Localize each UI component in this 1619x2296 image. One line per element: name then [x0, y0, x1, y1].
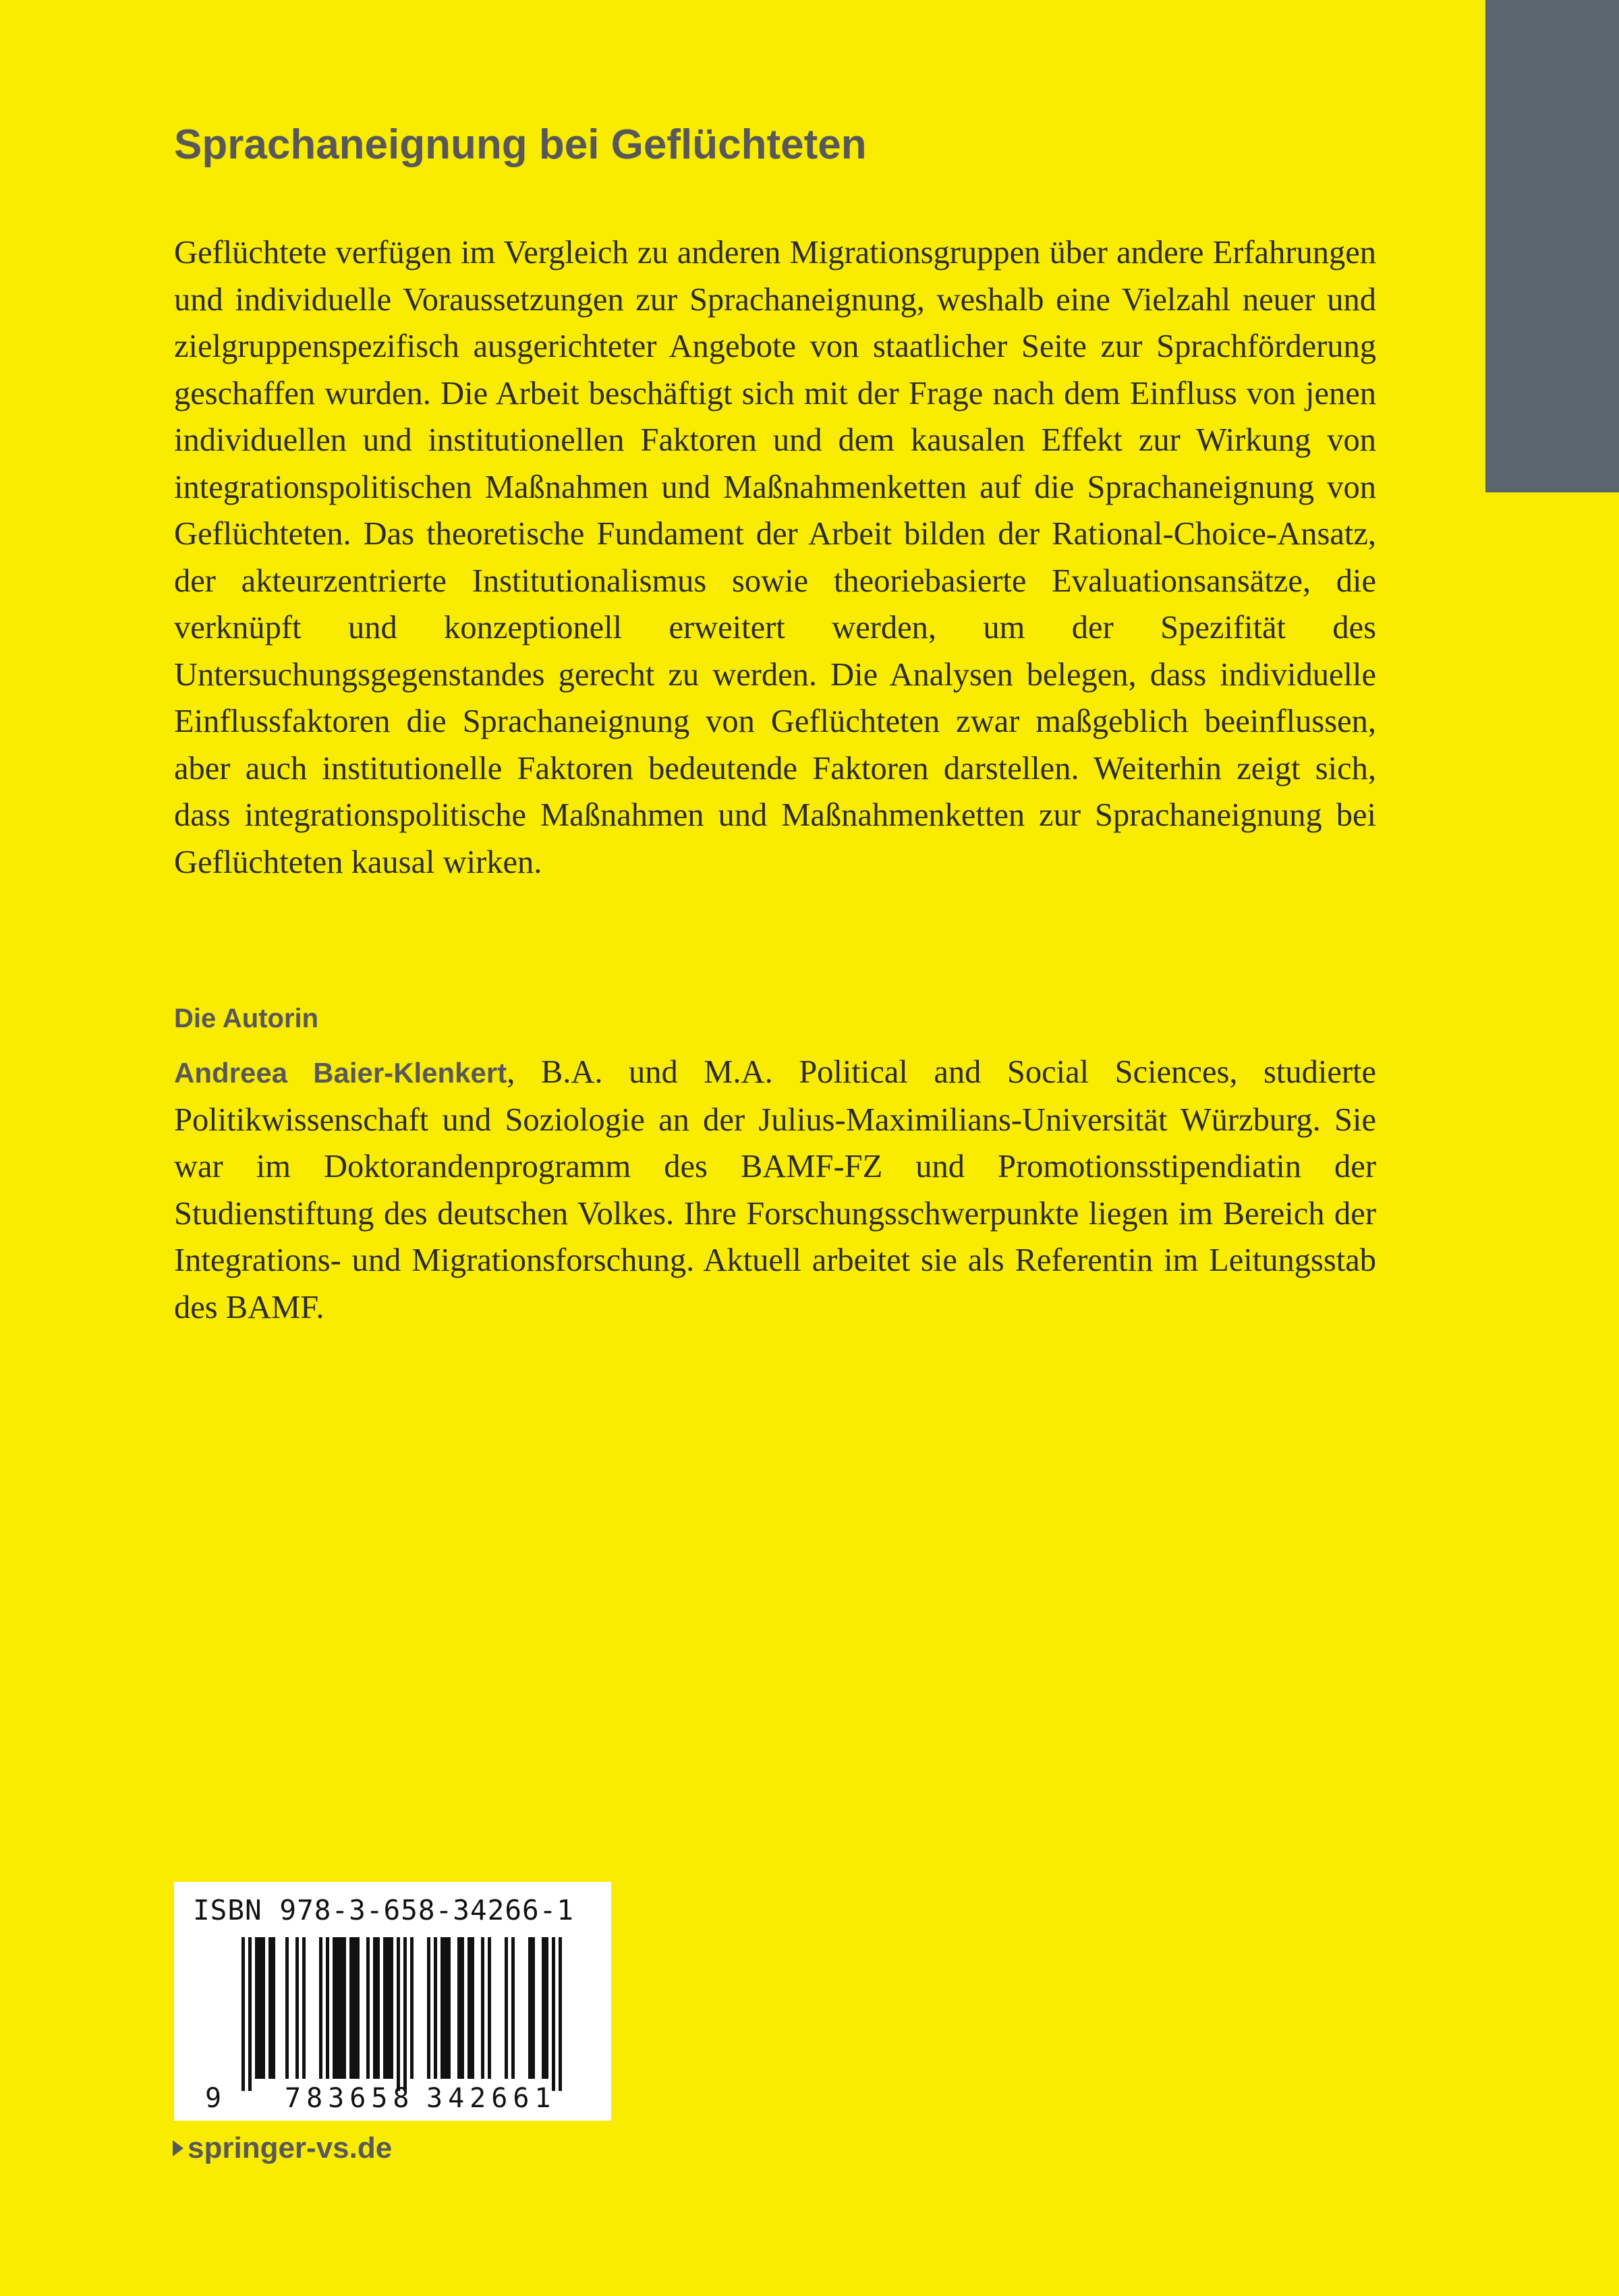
barcode-bar	[319, 1937, 322, 2079]
barcode-bar	[542, 1937, 545, 2079]
barcode-bar	[339, 1937, 343, 2079]
barcode-bar	[268, 1937, 272, 2079]
barcode-bar	[376, 1937, 380, 2079]
barcode-digits-right: 342661	[426, 2083, 557, 2114]
publisher-link[interactable]	[173, 2131, 392, 2165]
barcode-digit-lead: 9	[205, 2083, 222, 2114]
barcode-bar	[343, 1937, 346, 2079]
barcode-bar	[488, 1937, 491, 2079]
barcode-bar	[532, 1937, 535, 2079]
barcode-bar	[383, 1937, 387, 2079]
barcode-bar	[302, 1937, 306, 2079]
barcode-bar	[427, 1937, 430, 2079]
barcode-bar	[471, 1937, 474, 2079]
author-name: Andreea Baier-Klenkert	[174, 1057, 507, 1089]
isbn-label: ISBN 978-3-658-34266-1	[193, 1894, 575, 1926]
barcode-bar	[467, 1937, 471, 2079]
barcode-bar	[326, 1937, 329, 2079]
author-heading: Die Autorin	[174, 1004, 319, 1033]
barcode-bar	[285, 1937, 289, 2079]
barcode-bar	[295, 1937, 299, 2079]
barcode-bar	[447, 1937, 451, 2079]
barcode-bar	[366, 1937, 370, 2079]
barcode-bar	[403, 1937, 407, 2091]
barcode-bar	[511, 1937, 515, 2079]
barcode-digits-left: 783658	[285, 2083, 415, 2114]
barcode-bar	[410, 1937, 414, 2079]
arrow-right-icon	[173, 2140, 183, 2156]
barcode-bar	[461, 1937, 464, 2079]
barcode-bar	[353, 1937, 356, 2079]
barcode-bar	[434, 1937, 437, 2079]
barcode-bar	[481, 1937, 484, 2079]
barcode-bar	[390, 1937, 393, 2079]
barcode-bar	[457, 1937, 461, 2079]
barcode-bar	[444, 1937, 447, 2079]
barcode-bar	[333, 1937, 336, 2079]
isbn-barcode	[174, 1882, 611, 2121]
publisher-url: springer-vs.de	[188, 2131, 393, 2164]
barcode-bar	[262, 1937, 265, 2079]
barcode-bar	[559, 1937, 562, 2091]
barcode-bar	[528, 1937, 532, 2079]
barcode-bar	[272, 1937, 275, 2079]
barcode-bar	[545, 1937, 548, 2079]
barcode-bar	[505, 1937, 508, 2079]
barcode-bar	[397, 1937, 400, 2091]
barcode-bar	[248, 1937, 252, 2091]
barcode-bar	[349, 1937, 353, 2079]
barcode-graphic	[201, 1937, 592, 2114]
barcode-bar	[373, 1937, 376, 2079]
barcode-bar	[258, 1937, 262, 2079]
barcode-bar	[242, 1937, 245, 2091]
barcode-bar	[255, 1937, 258, 2079]
barcode-bar	[356, 1937, 360, 2079]
side-color-band	[1485, 0, 1619, 492]
barcode-bar	[552, 1937, 555, 2091]
author-bio-text: , B.A. und M.A. Political and Social Sciences, studierte Politikwissenschaft und Soziologie an der Julius-Maximilians-Universität Würzburg. Sie war im Doktorandenprogramm des BAMF-FZ und Promotionsstipendiatin der Studienstiftung des deutschen Volkes. Ihre Forschungsschwerpunkte liegen im Bereich der Integrations- und Migrationsforschung. Aktuell arbeitet sie als Referentin im Leitungsstab des BAMF.	[174, 1054, 1376, 1325]
book-title: Sprachaneignung bei Geflüchteten	[174, 121, 867, 168]
barcode-bar	[336, 1937, 339, 2079]
barcode-bar	[387, 1937, 390, 2079]
author-bio	[174, 1049, 1376, 1331]
barcode-bar	[441, 1937, 444, 2079]
abstract-text: Geflüchtete verfügen im Vergleich zu anderen Migrationsgruppen über andere Erfahrungen und individuelle Voraussetzungen zur Sprachaneignung, weshalb eine Vielzahl neuer und zielgruppenspezifisch ausgerichteter Angebote von staatlicher Seite zur Sprachförderung geschaffen wurden. Die Arbeit beschäftigt sich mit der Frage nach dem Einfluss von jenen individuellen und institutionellen Faktoren und dem kausalen Effekt zur Wirkung von integrationspolitischen Maßnahmen und Maßnahmenketten auf die Sprachaneignung von Geflüchteten. Das theoretische Fundament der Arbeit bilden der Rational-Choice-Ansatz, der akteurzentrierte Institutionalismus sowie theoriebasierte Evaluationsansätze, die verknüpft und konzeptionell erweitert werden, um der Spezifität des Untersuchungsgegenstandes gerecht zu werden. Die Analysen belegen, dass individuelle Einflussfaktoren die Sprachaneignung von Geflüchteten zwar maßgeblich beeinflussen, aber auch institutionelle Faktoren bedeutende Faktoren darstellen. Weiterhin zeigt sich, dass integrationspolitische Maßnahmen und Maßnahmenketten zur Sprachaneignung bei Geflüchteten kausal wirken.	[174, 235, 1376, 880]
